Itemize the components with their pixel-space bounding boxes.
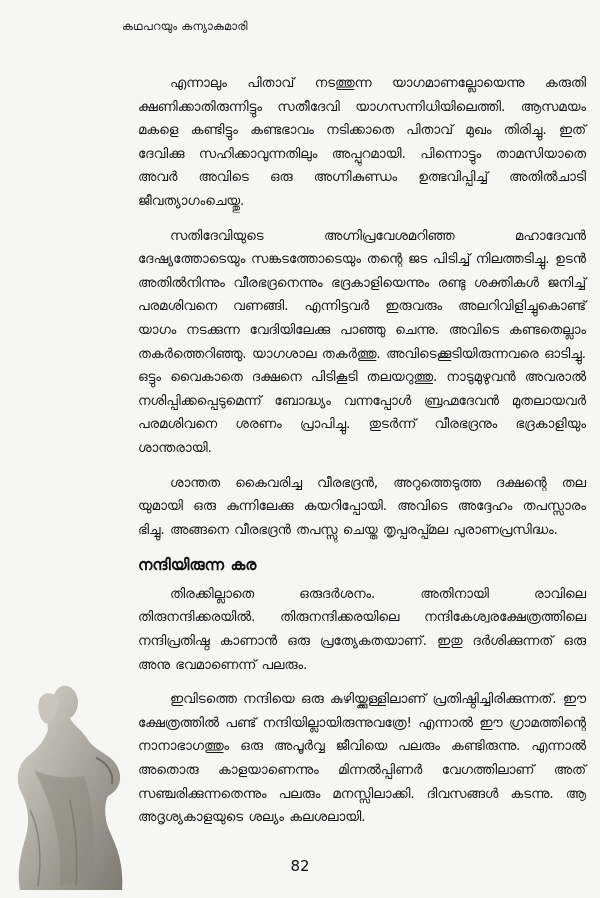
- page-number: 82: [290, 857, 310, 875]
- paragraph-1: എന്നാലും പിതാവ് നടത്തുന്ന യാഗമാണല്ലോയെന്നു കരുതി ക്ഷണിക്കാതിരുന്നിട്ടും സതീദേവി യാഗസന്നിധിയിലെത്തി. ആസമയം മകളെ കണ്ടിട്ടും കണ്ടഭാവം നടിക്കാതെ പിതാവ് മുഖം തിരിച്ചു. ഇത് ദേവിക്കു സഹിക്കാവുന്നതിലും അപ്പുറമായി. പിന്നൊട്ടും താമസിയാതെ അവർ അവിടെ ഒരു അഗ്നികുണ്ഡം ഉത്ഭവിപ്പിച്ച് അതിൽചാടി ജീവത്യാഗംചെയ്തു.: [138, 76, 586, 209]
- paragraph-3: ശാന്തത കൈവരിച്ച വീരഭദ്രൻ, അറുത്തെടുത്ത ദക്ഷന്റെ തല യുമായി ഒരു കുന്നിലേക്കു കയറിപ്പോയി. അവിടെ അദ്ദേഹം തപസ്സാരം ഭിച്ചു. അങ്ങനെ വീരഭദ്രൻ തപസ്സു ചെയ്ത തൃപ്പരപ്പ്മല പുരാണപ്രസിദ്ധം.: [138, 475, 586, 538]
- section-paragraph-1: തിരക്കില്ലാതെ ഒരുദർശനം. അതിനായി രാവിലെ തിരുനന്ദിക്കരയിൽ. തിരുനന്ദിക്കരയിലെ നന്ദികേശ്വരക്ഷേത്രത്തിലെ നന്ദിപ്രതിഷ്ഠ കാണാൻ ഒരു പ്രത്യേകതയാണ്. ഇതു ദർശിക്കുന്നത് ഒരു അനു ഭവമാണെന്ന് പലരും.: [138, 586, 586, 673]
- running-head: കഥപറയും കന്യാകുമാരി: [122, 19, 248, 33]
- section-heading: നന്ദിയിരുന്ന കര: [138, 556, 257, 575]
- body-text: [138, 72, 586, 841]
- paragraph-2: സതിദേവിയുടെ അഗ്നിപ്രവേശമറിഞ്ഞ മഹാദേവൻ ദേഷ്യത്തോടെയും സങ്കടത്തോടെയും തന്റെ ജട പിടിച്ച് നിലത്തടിച്ചു. ഉടൻ അതിൽനിന്നും വീരഭദ്രനെന്നും ഭദ്രകാളിയെന്നും രണ്ടു ശക്തികൾ ജനിച്ച് പരമശിവനെ വണങ്ങി. എന്നിട്ടവർ ഇരുവരും അലറിവിളിച്ചുകൊണ്ട് യാഗം നടക്കുന്ന വേദിയിലേക്കു പാഞ്ഞു ചെന്നു. അവിടെ കണ്ടതെല്ലാം തകർത്തെറിഞ്ഞു. യാഗശാല തകർത്തു. അവിടെക്കൂടിയിരുന്നവരെ ഓടിച്ചു. ഒട്ടും വൈകാതെ ദക്ഷനെ പിടികൂടി തലയറുത്തു. നാടുമുഴുവൻ അവരാൽ നശിപ്പിക്കപ്പെടുമെന്ന് ബോദ്ധ്യം വന്നപ്പോൾ ബ്രഹ്മദേവൻ മുതലായവർ പരമശിവനെ ശരണം പ്രാപിച്ചു. തുടർന്ന് വീരഭദ്രനും ഭദ്രകാളിയും ശാന്തരായി.: [138, 228, 586, 456]
- section-paragraph-2: ഇവിടത്തെ നന്ദിയെ ഒരു കുഴിയ്ക്കുള്ളിലാണ് പ്രതിഷ്ഠിച്ചിരിക്കുന്നത്. ഈ ക്ഷേത്രത്തിൽ പണ്ട് നന്ദിയില്ലായിരുന്നുവത്രേ! എന്നാൽ ഈ ഗ്രാമത്തിന്റെ നാനാഭാഗത്തും ഒരു അപൂർവ്വ ജീവിയെ പലരും കണ്ടിരുന്നു. എന്നാൽ അതൊരു കാളയാണെന്നും മിന്നൽപ്പിണർ വേഗത്തിലാണ് അത് സഞ്ചരിക്കുന്നതെന്നും പലരും മനസ്സിലാക്കി. ദിവസങ്ങൾ കടന്നു. ആ അദൃശ്യകാളയുടെ ശല്യം കലശലായി.: [138, 692, 586, 826]
